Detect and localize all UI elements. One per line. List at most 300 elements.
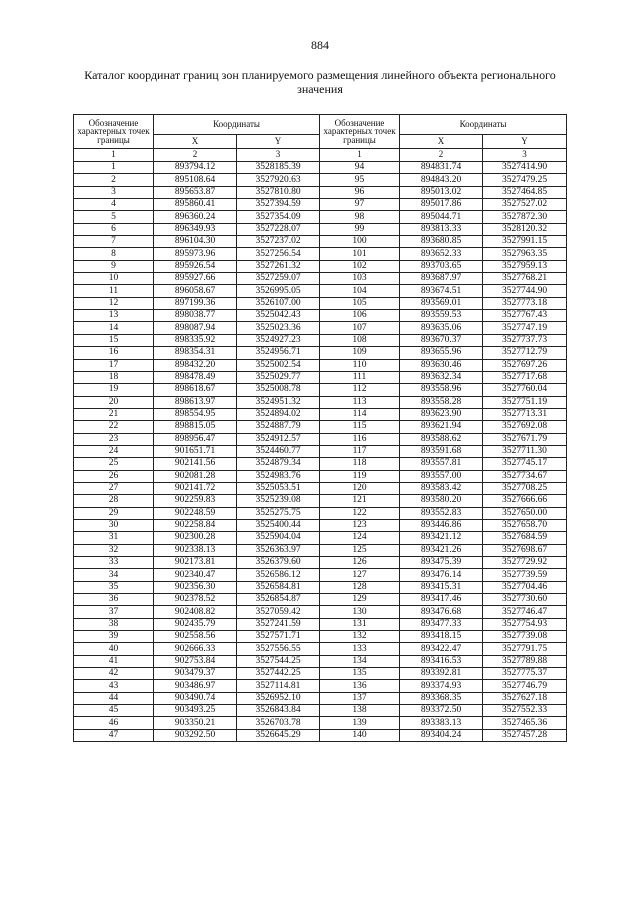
header-index-1-right: 1 <box>320 149 400 162</box>
page-number: 884 <box>311 38 329 52</box>
cell-y-right: 3527527.02 <box>483 199 567 211</box>
cell-point-id-right: 127 <box>320 569 400 581</box>
cell-y-right: 3528120.32 <box>483 223 567 235</box>
table-row <box>74 273 567 285</box>
table-row <box>74 544 567 556</box>
cell-y-right: 3527713.31 <box>483 408 567 420</box>
cell-x-right: 893374.93 <box>400 680 483 692</box>
table-row <box>74 594 567 606</box>
cell-y-left: 3524894.02 <box>237 408 320 420</box>
cell-x-left: 902558.56 <box>154 631 237 643</box>
cell-x-left: 902753.84 <box>154 655 237 667</box>
cell-x-left: 895973.96 <box>154 248 237 260</box>
cell-y-right: 3527739.59 <box>483 569 567 581</box>
table-row <box>74 680 567 692</box>
cell-point-id-left: 31 <box>74 532 154 544</box>
cell-point-id-right: 123 <box>320 519 400 531</box>
table-row <box>74 458 567 470</box>
table-row <box>74 199 567 211</box>
cell-point-id-left: 10 <box>74 273 154 285</box>
header-index-3-right: 3 <box>483 149 567 162</box>
cell-point-id-left: 22 <box>74 421 154 433</box>
cell-point-id-left: 20 <box>74 396 154 408</box>
cell-x-right: 893368.35 <box>400 692 483 704</box>
cell-x-left: 903493.25 <box>154 705 237 717</box>
table-row <box>74 557 567 569</box>
cell-x-right: 893569.01 <box>400 297 483 309</box>
cell-point-id-left: 30 <box>74 519 154 531</box>
cell-y-left: 3525029.77 <box>237 371 320 383</box>
table-row <box>74 507 567 519</box>
cell-x-left: 898478.49 <box>154 371 237 383</box>
cell-point-id-left: 26 <box>74 470 154 482</box>
cell-x-right: 893680.85 <box>400 236 483 248</box>
cell-y-left: 3527544.25 <box>237 655 320 667</box>
cell-y-right: 3527552.33 <box>483 705 567 717</box>
header-point-designation-right: Обозначение характерных точек границы <box>320 115 400 149</box>
cell-x-right: 893421.12 <box>400 532 483 544</box>
cell-y-right: 3527704.46 <box>483 581 567 593</box>
cell-point-id-left: 18 <box>74 371 154 383</box>
table-body <box>74 162 567 742</box>
cell-x-left: 903350.21 <box>154 717 237 729</box>
cell-y-right: 3527666.66 <box>483 495 567 507</box>
table-row <box>74 310 567 322</box>
cell-point-id-left: 19 <box>74 384 154 396</box>
cell-point-id-left: 35 <box>74 581 154 593</box>
cell-x-right: 893476.14 <box>400 569 483 581</box>
table-row <box>74 470 567 482</box>
table-row <box>74 297 567 309</box>
cell-x-right: 894831.74 <box>400 162 483 174</box>
cell-x-right: 893552.83 <box>400 507 483 519</box>
cell-y-right: 3527744.90 <box>483 285 567 297</box>
table-row <box>74 618 567 630</box>
cell-x-left: 898038.77 <box>154 310 237 322</box>
cell-x-left: 895653.87 <box>154 186 237 198</box>
table-row <box>74 433 567 445</box>
cell-point-id-right: 101 <box>320 248 400 260</box>
cell-point-id-right: 99 <box>320 223 400 235</box>
cell-x-right: 893446.86 <box>400 519 483 531</box>
table-row <box>74 408 567 420</box>
cell-x-right: 893559.53 <box>400 310 483 322</box>
table-row <box>74 347 567 359</box>
cell-y-right: 3527751.19 <box>483 396 567 408</box>
table-row <box>74 322 567 334</box>
cell-point-id-left: 17 <box>74 359 154 371</box>
cell-x-left: 902141.72 <box>154 482 237 494</box>
cell-point-id-left: 1 <box>74 162 154 174</box>
cell-point-id-right: 117 <box>320 445 400 457</box>
cell-y-left: 3525042.43 <box>237 310 320 322</box>
cell-y-left: 3525008.78 <box>237 384 320 396</box>
cell-point-id-right: 122 <box>320 507 400 519</box>
cell-y-left: 3524927.23 <box>237 334 320 346</box>
cell-y-left: 3526843.84 <box>237 705 320 717</box>
cell-y-right: 3527730.60 <box>483 594 567 606</box>
cell-point-id-left: 34 <box>74 569 154 581</box>
cell-y-left: 3524912.57 <box>237 433 320 445</box>
cell-y-left: 3526586.12 <box>237 569 320 581</box>
cell-x-left: 897199.36 <box>154 297 237 309</box>
cell-y-left: 3527059.42 <box>237 606 320 618</box>
cell-y-right: 3527963.35 <box>483 248 567 260</box>
cell-point-id-left: 15 <box>74 334 154 346</box>
cell-x-left: 896058.67 <box>154 285 237 297</box>
cell-y-left: 3527442.25 <box>237 668 320 680</box>
cell-x-right: 893404.24 <box>400 729 483 741</box>
cell-x-left: 903292.50 <box>154 729 237 741</box>
cell-y-left: 3526363.97 <box>237 544 320 556</box>
cell-x-left: 902666.33 <box>154 643 237 655</box>
cell-y-right: 3527711.30 <box>483 445 567 457</box>
cell-y-left: 3526584.81 <box>237 581 320 593</box>
cell-point-id-left: 6 <box>74 223 154 235</box>
cell-point-id-right: 135 <box>320 668 400 680</box>
table-row <box>74 223 567 235</box>
cell-point-id-right: 97 <box>320 199 400 211</box>
cell-point-id-left: 8 <box>74 248 154 260</box>
cell-point-id-left: 21 <box>74 408 154 420</box>
cell-x-right: 893674.51 <box>400 285 483 297</box>
cell-point-id-left: 24 <box>74 445 154 457</box>
table-row <box>74 655 567 667</box>
table-row <box>74 384 567 396</box>
cell-point-id-right: 137 <box>320 692 400 704</box>
cell-point-id-right: 107 <box>320 322 400 334</box>
table-row <box>74 668 567 680</box>
cell-point-id-right: 134 <box>320 655 400 667</box>
cell-point-id-left: 11 <box>74 285 154 297</box>
cell-point-id-right: 113 <box>320 396 400 408</box>
table-row <box>74 705 567 717</box>
cell-point-id-right: 110 <box>320 359 400 371</box>
cell-x-right: 893558.96 <box>400 384 483 396</box>
cell-x-left: 902340.47 <box>154 569 237 581</box>
table-row <box>74 606 567 618</box>
cell-x-right: 893703.65 <box>400 260 483 272</box>
cell-y-right: 3527747.19 <box>483 322 567 334</box>
header-y-left: Y <box>237 135 320 149</box>
cell-point-id-right: 115 <box>320 421 400 433</box>
cell-x-right: 893476.68 <box>400 606 483 618</box>
cell-y-left: 3526854.87 <box>237 594 320 606</box>
cell-point-id-right: 130 <box>320 606 400 618</box>
cell-x-left: 902173.81 <box>154 557 237 569</box>
cell-y-left: 3525002.54 <box>237 359 320 371</box>
cell-point-id-right: 138 <box>320 705 400 717</box>
cell-x-right: 893632.34 <box>400 371 483 383</box>
cell-point-id-left: 25 <box>74 458 154 470</box>
cell-y-right: 3527872.30 <box>483 211 567 223</box>
cell-point-id-left: 3 <box>74 186 154 198</box>
cell-point-id-right: 108 <box>320 334 400 346</box>
cell-x-left: 902300.28 <box>154 532 237 544</box>
cell-y-right: 3527465.36 <box>483 717 567 729</box>
cell-x-left: 898554.95 <box>154 408 237 420</box>
cell-point-id-right: 94 <box>320 162 400 174</box>
cell-y-left: 3526379.60 <box>237 557 320 569</box>
header-coordinates-right: Координаты <box>400 115 567 135</box>
cell-point-id-right: 105 <box>320 297 400 309</box>
table-row <box>74 532 567 544</box>
cell-x-left: 902408.82 <box>154 606 237 618</box>
cell-x-right: 893372.50 <box>400 705 483 717</box>
cell-y-right: 3527754.93 <box>483 618 567 630</box>
cell-y-right: 3527712.79 <box>483 347 567 359</box>
cell-point-id-right: 106 <box>320 310 400 322</box>
cell-x-left: 898956.47 <box>154 433 237 445</box>
cell-point-id-left: 42 <box>74 668 154 680</box>
table-row <box>74 334 567 346</box>
cell-point-id-right: 95 <box>320 174 400 186</box>
cell-x-right: 895017.86 <box>400 199 483 211</box>
cell-y-right: 3527729.92 <box>483 557 567 569</box>
cell-y-left: 3527241.59 <box>237 618 320 630</box>
table-row <box>74 495 567 507</box>
cell-y-left: 3526995.05 <box>237 285 320 297</box>
table-row <box>74 643 567 655</box>
cell-x-left: 898432.20 <box>154 359 237 371</box>
cell-y-right: 3527658.70 <box>483 519 567 531</box>
cell-y-right: 3527746.47 <box>483 606 567 618</box>
cell-x-left: 898354.31 <box>154 347 237 359</box>
table-row <box>74 359 567 371</box>
cell-point-id-right: 104 <box>320 285 400 297</box>
table-row <box>74 519 567 531</box>
cell-point-id-right: 103 <box>320 273 400 285</box>
cell-x-right: 893623.90 <box>400 408 483 420</box>
table-row <box>74 285 567 297</box>
cell-y-right: 3527775.37 <box>483 668 567 680</box>
coordinates-catalog-table <box>73 114 567 742</box>
table-row <box>74 482 567 494</box>
cell-y-left: 3524879.34 <box>237 458 320 470</box>
cell-y-left: 3525023.36 <box>237 322 320 334</box>
cell-point-id-left: 12 <box>74 297 154 309</box>
cell-x-right: 893416.53 <box>400 655 483 667</box>
cell-x-right: 893477.33 <box>400 618 483 630</box>
cell-point-id-left: 37 <box>74 606 154 618</box>
cell-x-right: 894843.20 <box>400 174 483 186</box>
cell-y-left: 3528185.39 <box>237 162 320 174</box>
cell-y-left: 3527237.02 <box>237 236 320 248</box>
cell-point-id-left: 47 <box>74 729 154 741</box>
cell-y-right: 3527734.67 <box>483 470 567 482</box>
cell-x-left: 903486.97 <box>154 680 237 692</box>
cell-y-left: 3525053.51 <box>237 482 320 494</box>
cell-y-left: 3527114.81 <box>237 680 320 692</box>
table-row <box>74 581 567 593</box>
cell-point-id-left: 36 <box>74 594 154 606</box>
cell-y-left: 3525904.04 <box>237 532 320 544</box>
cell-point-id-right: 109 <box>320 347 400 359</box>
cell-x-right: 893655.96 <box>400 347 483 359</box>
cell-point-id-right: 140 <box>320 729 400 741</box>
cell-point-id-left: 23 <box>74 433 154 445</box>
cell-point-id-right: 129 <box>320 594 400 606</box>
cell-x-right: 893621.94 <box>400 421 483 433</box>
cell-point-id-right: 111 <box>320 371 400 383</box>
table-row <box>74 248 567 260</box>
cell-x-left: 902248.59 <box>154 507 237 519</box>
cell-y-left: 3524887.79 <box>237 421 320 433</box>
cell-point-id-left: 43 <box>74 680 154 692</box>
table-row <box>74 174 567 186</box>
header-index-2-right: 2 <box>400 149 483 162</box>
cell-x-right: 893558.28 <box>400 396 483 408</box>
cell-x-left: 903490.74 <box>154 692 237 704</box>
cell-point-id-left: 7 <box>74 236 154 248</box>
cell-x-left: 902338.13 <box>154 544 237 556</box>
cell-point-id-right: 132 <box>320 631 400 643</box>
header-coordinates-left: Координаты <box>154 115 320 135</box>
cell-point-id-left: 16 <box>74 347 154 359</box>
header-index-2-left: 2 <box>154 149 237 162</box>
cell-x-right: 893392.81 <box>400 668 483 680</box>
cell-y-left: 3527556.55 <box>237 643 320 655</box>
cell-point-id-left: 4 <box>74 199 154 211</box>
cell-x-left: 895108.64 <box>154 174 237 186</box>
table-row <box>74 162 567 174</box>
cell-x-left: 898618.67 <box>154 384 237 396</box>
cell-point-id-left: 45 <box>74 705 154 717</box>
cell-y-right: 3527697.26 <box>483 359 567 371</box>
table-row <box>74 211 567 223</box>
cell-y-left: 3527920.63 <box>237 174 320 186</box>
cell-point-id-left: 38 <box>74 618 154 630</box>
cell-point-id-left: 41 <box>74 655 154 667</box>
cell-point-id-left: 32 <box>74 544 154 556</box>
cell-point-id-right: 126 <box>320 557 400 569</box>
cell-y-right: 3527746.79 <box>483 680 567 692</box>
cell-y-right: 3527479.25 <box>483 174 567 186</box>
cell-y-right: 3527692.08 <box>483 421 567 433</box>
cell-x-left: 895927.66 <box>154 273 237 285</box>
cell-y-left: 3527228.07 <box>237 223 320 235</box>
cell-y-left: 3524983.76 <box>237 470 320 482</box>
cell-point-id-left: 13 <box>74 310 154 322</box>
cell-y-left: 3527256.54 <box>237 248 320 260</box>
cell-x-left: 902141.56 <box>154 458 237 470</box>
cell-y-left: 3527394.59 <box>237 199 320 211</box>
cell-point-id-right: 102 <box>320 260 400 272</box>
cell-x-left: 902259.83 <box>154 495 237 507</box>
cell-point-id-left: 28 <box>74 495 154 507</box>
cell-point-id-right: 128 <box>320 581 400 593</box>
cell-y-left: 3526703.78 <box>237 717 320 729</box>
cell-y-right: 3527789.88 <box>483 655 567 667</box>
cell-point-id-left: 14 <box>74 322 154 334</box>
cell-point-id-left: 29 <box>74 507 154 519</box>
cell-y-left: 3526645.29 <box>237 729 320 741</box>
cell-x-left: 902081.28 <box>154 470 237 482</box>
cell-x-right: 893583.42 <box>400 482 483 494</box>
cell-y-left: 3525275.75 <box>237 507 320 519</box>
cell-x-left: 902258.84 <box>154 519 237 531</box>
cell-point-id-right: 118 <box>320 458 400 470</box>
header-point-designation-left: Обозначение характерных точек границы <box>74 115 154 149</box>
cell-x-right: 893557.81 <box>400 458 483 470</box>
cell-y-right: 3527745.17 <box>483 458 567 470</box>
table-row <box>74 569 567 581</box>
cell-x-left: 895926.54 <box>154 260 237 272</box>
table-row <box>74 729 567 741</box>
cell-point-id-right: 116 <box>320 433 400 445</box>
cell-x-left: 893794.12 <box>154 162 237 174</box>
cell-x-left: 896104.30 <box>154 236 237 248</box>
cell-point-id-left: 2 <box>74 174 154 186</box>
cell-x-right: 893588.62 <box>400 433 483 445</box>
table-row <box>74 371 567 383</box>
cell-x-left: 896360.24 <box>154 211 237 223</box>
cell-y-left: 3527354.09 <box>237 211 320 223</box>
table-row <box>74 692 567 704</box>
cell-y-right: 3527457.28 <box>483 729 567 741</box>
cell-x-left: 902356.30 <box>154 581 237 593</box>
table-row <box>74 445 567 457</box>
cell-point-id-right: 120 <box>320 482 400 494</box>
cell-x-left: 902378.52 <box>154 594 237 606</box>
cell-point-id-right: 139 <box>320 717 400 729</box>
cell-y-right: 3527627.18 <box>483 692 567 704</box>
cell-point-id-left: 9 <box>74 260 154 272</box>
header-y-right: Y <box>483 135 567 149</box>
cell-point-id-left: 39 <box>74 631 154 643</box>
cell-y-right: 3527717.68 <box>483 371 567 383</box>
cell-point-id-left: 46 <box>74 717 154 729</box>
cell-x-right: 893418.15 <box>400 631 483 643</box>
cell-x-left: 898087.94 <box>154 322 237 334</box>
cell-y-left: 3524956.71 <box>237 347 320 359</box>
cell-point-id-right: 98 <box>320 211 400 223</box>
cell-point-id-left: 40 <box>74 643 154 655</box>
cell-y-left: 3527259.07 <box>237 273 320 285</box>
cell-point-id-right: 112 <box>320 384 400 396</box>
cell-y-left: 3526952.10 <box>237 692 320 704</box>
document-title: Каталог координат границ зон планируемого размещения линейного объекта регионального значения <box>84 68 556 96</box>
cell-point-id-left: 33 <box>74 557 154 569</box>
table-row <box>74 631 567 643</box>
cell-point-id-right: 125 <box>320 544 400 556</box>
cell-y-left: 3525400.44 <box>237 519 320 531</box>
cell-point-id-left: 44 <box>74 692 154 704</box>
cell-y-right: 3527684.59 <box>483 532 567 544</box>
table-row <box>74 260 567 272</box>
cell-point-id-right: 100 <box>320 236 400 248</box>
cell-x-right: 893635.06 <box>400 322 483 334</box>
cell-y-left: 3524951.32 <box>237 396 320 408</box>
cell-y-right: 3527650.00 <box>483 507 567 519</box>
cell-point-id-right: 96 <box>320 186 400 198</box>
cell-x-right: 893417.46 <box>400 594 483 606</box>
cell-point-id-right: 136 <box>320 680 400 692</box>
header-x-left: X <box>154 135 237 149</box>
cell-x-left: 902435.79 <box>154 618 237 630</box>
cell-x-left: 901651.71 <box>154 445 237 457</box>
cell-y-left: 3527261.32 <box>237 260 320 272</box>
cell-y-right: 3527767.43 <box>483 310 567 322</box>
cell-point-id-right: 131 <box>320 618 400 630</box>
cell-y-right: 3527768.21 <box>483 273 567 285</box>
cell-x-right: 893652.33 <box>400 248 483 260</box>
cell-y-right: 3527698.67 <box>483 544 567 556</box>
cell-x-right: 893475.39 <box>400 557 483 569</box>
cell-y-left: 3524460.77 <box>237 445 320 457</box>
table-row <box>74 421 567 433</box>
cell-x-left: 898613.97 <box>154 396 237 408</box>
